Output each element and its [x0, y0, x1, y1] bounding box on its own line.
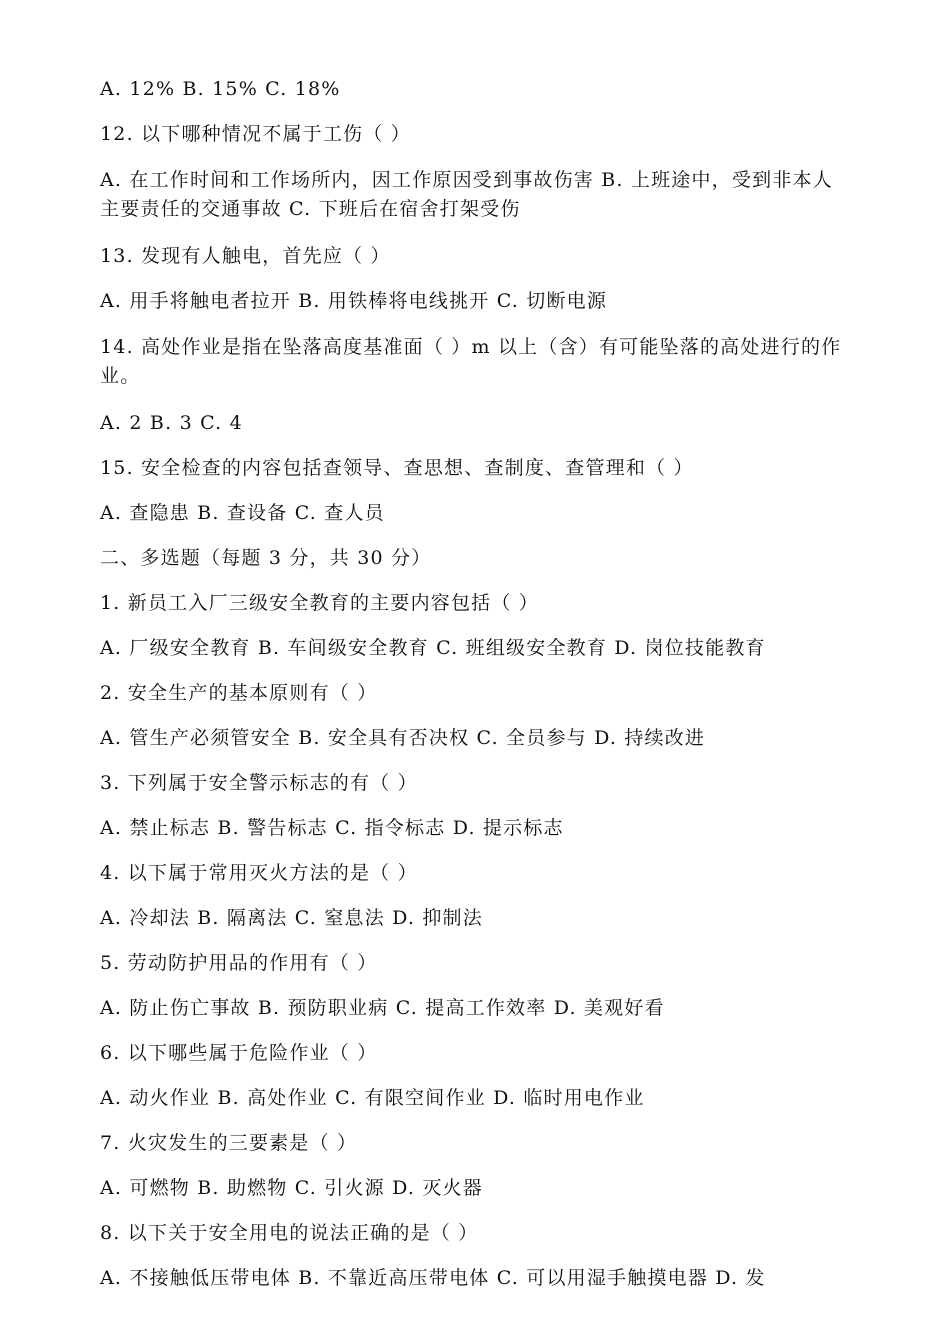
- options-q13: A. 用手将触电者拉开 B. 用铁棒将电线挑开 C. 切断电源: [100, 290, 608, 312]
- section-heading-multiple-choice: 二、多选题（每题 3 分，共 30 分）: [100, 547, 432, 569]
- mc-question-8: 8. 以下关于安全用电的说法正确的是（ ）: [100, 1222, 479, 1244]
- document-page: [100, 76, 852, 1291]
- question-12: 12. 以下哪种情况不属于工伤（ ）: [100, 123, 411, 145]
- mc-question-4: 4. 以下属于常用灭火方法的是（ ）: [100, 862, 418, 884]
- mc-question-2: 2. 安全生产的基本原则有（ ）: [100, 682, 378, 704]
- mc-question-5: 5. 劳动防护用品的作用有（ ）: [100, 952, 378, 974]
- question-13: 13. 发现有人触电，首先应（ ）: [100, 245, 391, 267]
- mc-options-8: A. 不接触低压带电体 B. 不靠近高压带电体 C. 可以用湿手触摸电器 D. 发: [100, 1267, 766, 1289]
- options-q15: A. 查隐患 B. 查设备 C. 查人员: [100, 502, 385, 524]
- options-q12: A. 在工作时间和工作场所内，因工作原因受到事故伤害 B. 上班途中，受到非本人主要责任的交通事故 C. 下班后在宿舍打架受伤: [100, 169, 833, 220]
- options-q14: A. 2 B. 3 C. 4: [100, 412, 243, 434]
- mc-options-7: A. 可燃物 B. 助燃物 C. 引火源 D. 灭火器: [100, 1177, 483, 1199]
- question-15: 15. 安全检查的内容包括查领导、查思想、查制度、查管理和（ ）: [100, 457, 694, 479]
- mc-question-1: 1. 新员工入厂三级安全教育的主要内容包括（ ）: [100, 592, 540, 614]
- mc-options-5: A. 防止伤亡事故 B. 预防职业病 C. 提高工作效率 D. 美观好看: [100, 997, 665, 1019]
- mc-options-3: A. 禁止标志 B. 警告标志 C. 指令标志 D. 提示标志: [100, 817, 564, 839]
- mc-question-3: 3. 下列属于安全警示标志的有（ ）: [100, 772, 418, 794]
- mc-options-6: A. 动火作业 B. 高处作业 C. 有限空间作业 D. 临时用电作业: [100, 1087, 645, 1109]
- question-14: 14. 高处作业是指在坠落高度基准面（ ）m 以上（含）有可能坠落的高处进行的作业。: [100, 336, 842, 387]
- mc-options-2: A. 管生产必须管安全 B. 安全具有否决权 C. 全员参与 D. 持续改进: [100, 727, 706, 749]
- mc-question-6: 6. 以下哪些属于危险作业（ ）: [100, 1042, 378, 1064]
- mc-options-1: A. 厂级安全教育 B. 车间级安全教育 C. 班组级安全教育 D. 岗位技能教育: [100, 637, 766, 659]
- mc-question-7: 7. 火灾发生的三要素是（ ）: [100, 1132, 358, 1154]
- options-q11: A. 12% B. 15% C. 18%: [100, 78, 341, 100]
- mc-options-4: A. 冷却法 B. 隔离法 C. 窒息法 D. 抑制法: [100, 907, 483, 929]
